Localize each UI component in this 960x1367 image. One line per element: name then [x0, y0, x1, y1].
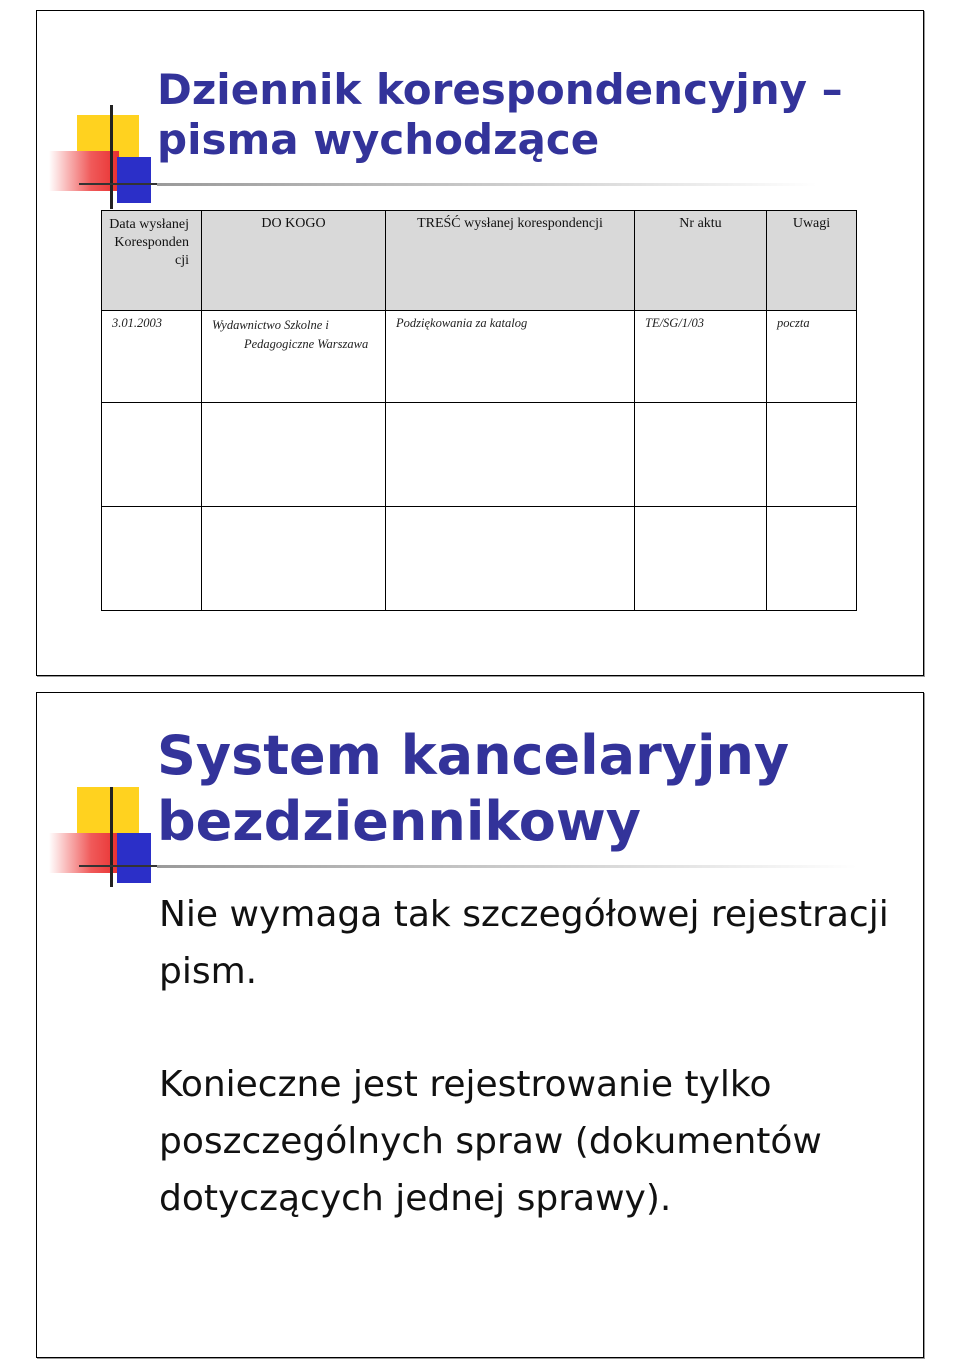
correspondence-register-table [101, 210, 857, 611]
cell-notes: poczta [767, 311, 857, 403]
empty-cell [635, 403, 767, 507]
cell-date: 3.01.2003 [102, 311, 202, 403]
slide-title-line2: pisma wychodzące [157, 115, 600, 165]
column-header-content: TREŚĆ wysłanej korespondencji [386, 211, 635, 311]
cell-act-number: TE/SG/1/03 [635, 311, 767, 403]
table-row [102, 403, 857, 507]
column-header-date: Data wysłanej Koresponden cji [102, 211, 202, 311]
empty-cell [767, 507, 857, 611]
body-paragraph-2: Konieczne jest rejestrowanie tylko poszczególnych spraw (dokumentów dotyczących jednej sprawy). [159, 1064, 822, 1219]
table-row [102, 311, 857, 403]
cell-recipient-line2: Pedagogiczne Warszawa [244, 336, 369, 351]
slide-title [157, 65, 843, 166]
body-paragraph-1: Nie wymaga tak szczegółowej rejestracji pism. [159, 894, 889, 992]
slide-title-line2: bezdziennikowy [157, 789, 641, 853]
table-header-row [102, 211, 857, 311]
column-header-notes: Uwagi [767, 211, 857, 311]
slide-1 [36, 10, 924, 676]
empty-cell [102, 507, 202, 611]
column-header-act-number: Nr aktu [635, 211, 767, 311]
empty-cell [635, 507, 767, 611]
column-header-recipient: DO KOGO [202, 211, 386, 311]
table-row [102, 507, 857, 611]
cell-recipient [202, 311, 386, 403]
empty-cell [202, 507, 386, 611]
slide-title [157, 723, 789, 855]
empty-cell [767, 403, 857, 507]
slide-2 [36, 692, 924, 1358]
empty-cell [386, 403, 635, 507]
slide-title-line1: Dziennik korespondencyjny – [157, 65, 843, 114]
cell-content: Podziękowania za katalog [386, 311, 635, 403]
empty-cell [386, 507, 635, 611]
empty-cell [202, 403, 386, 507]
empty-cell [102, 403, 202, 507]
slide-title-line1: System kancelaryjny [157, 724, 790, 787]
cell-recipient-line1: Wydawnictwo Szkolne i [212, 318, 329, 332]
